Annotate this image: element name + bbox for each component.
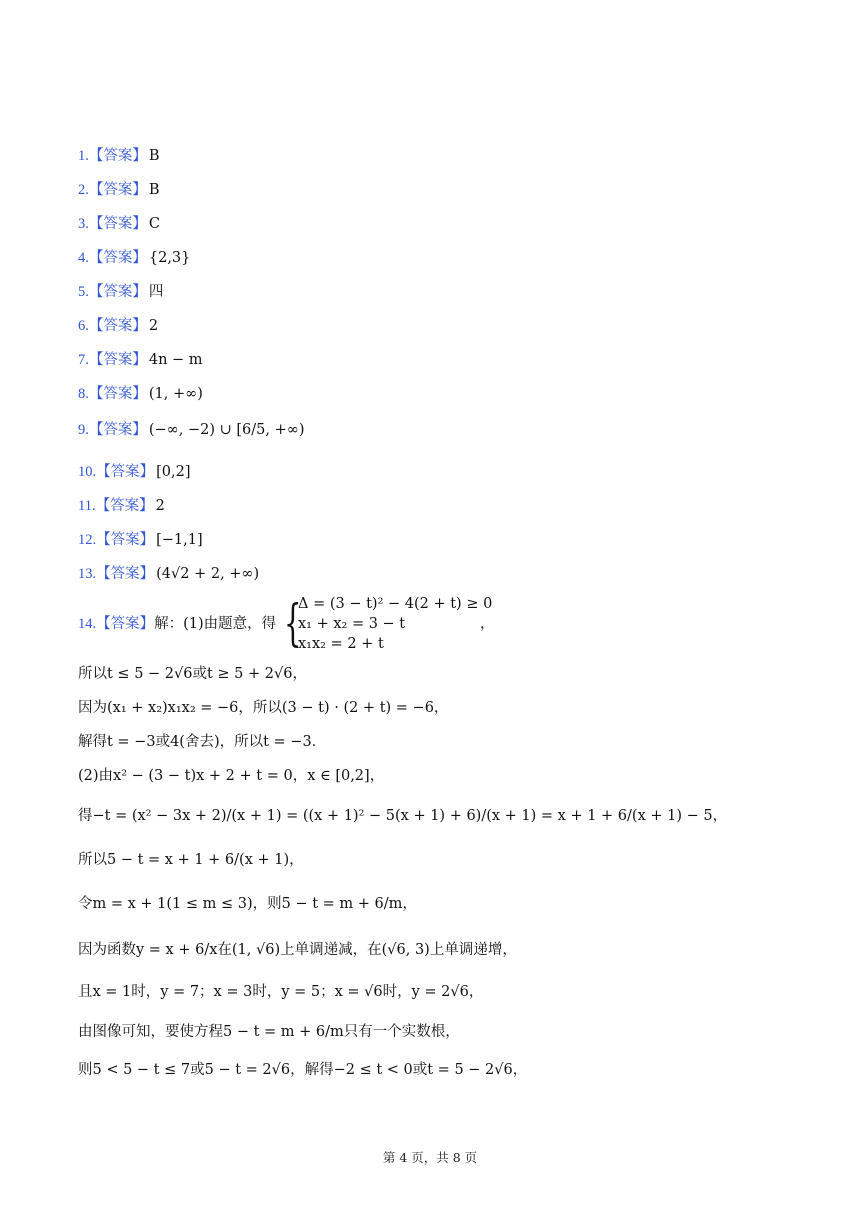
solution-line: 所以5 − t = x + 1 + 6/(x + 1)， <box>78 852 304 868</box>
answer-line <box>78 496 165 516</box>
answer-line <box>78 384 203 404</box>
question-number: 6. <box>78 318 89 334</box>
question-number: 13. <box>78 566 97 582</box>
question-number: 2. <box>78 182 89 198</box>
solution-line: 由图像可知，要使方程5 − t = m + 6/m只有一个实数根， <box>78 1024 460 1040</box>
answer-line <box>78 530 203 550</box>
answer-line <box>78 248 190 268</box>
answer-value: B <box>148 182 160 198</box>
equation-system <box>298 594 492 654</box>
answer-tag: 【答案】 <box>96 616 155 632</box>
answer-value: [0,2] <box>156 464 191 480</box>
question-number: 14. <box>78 616 97 632</box>
answer-value: (4√2 + 2, +∞) <box>156 566 260 582</box>
answer-tag: 【答案】 <box>88 182 147 198</box>
system-line: x₁x₂ = 2 + t <box>298 636 384 652</box>
answer-value: B <box>148 148 160 164</box>
solution-line: 且x = 1时，y = 7；x = 3时，y = 5；x = √6时，y = 2√6， <box>78 984 484 1000</box>
answer-tag: 【答案】 <box>88 284 147 300</box>
question-number: 10. <box>78 464 97 480</box>
answer-line <box>78 214 160 234</box>
answer-tag: 【答案】 <box>96 464 155 480</box>
answer-value: C <box>148 216 160 232</box>
question-14 <box>78 594 798 654</box>
solution-line: 因为函数y = x + 6/x在(1, √6)上单调递减，在(√6, 3)上单调递增， <box>78 942 517 958</box>
system-line: x₁ + x₂ = 3 − t <box>298 616 406 632</box>
answer-line <box>78 146 160 166</box>
solution-lead: 解：(1)由题意，得 <box>154 616 277 632</box>
answer-line <box>78 180 160 200</box>
answer-value: [−1,1] <box>156 532 203 548</box>
answer-tag: 【答案】 <box>88 422 147 438</box>
solution-line: 解得t = −3或4(舍去)，所以t = −3． <box>78 734 327 750</box>
question-number: 7. <box>78 352 89 368</box>
solution-line: 因为(x₁ + x₂)x₁x₂ = −6，所以(3 − t) · (2 + t) = −6， <box>78 700 449 716</box>
answer-tag: 【答案】 <box>88 352 147 368</box>
system-trail: ， <box>480 616 495 632</box>
question-number: 3. <box>78 216 89 232</box>
answer-line <box>78 420 304 440</box>
solution-line: (2)由x² − (3 − t)x + 2 + t = 0，x ∈ [0,2]， <box>78 768 385 784</box>
answer-line <box>78 316 158 336</box>
answer-value: {2,3} <box>148 250 191 266</box>
answer-tag: 【答案】 <box>88 148 147 164</box>
solution-line: 令m = x + 1(1 ≤ m ≤ 3)，则5 − t = m + 6/m， <box>78 896 417 912</box>
question-number: 1. <box>78 148 89 164</box>
answer-value: 4n − m <box>148 352 203 368</box>
question-number: 5. <box>78 284 89 300</box>
answer-tag: 【答案】 <box>95 498 154 514</box>
answer-tag: 【答案】 <box>88 250 147 266</box>
question-number: 12. <box>78 532 97 548</box>
left-brace-icon: { <box>284 594 302 652</box>
answer-tag: 【答案】 <box>96 532 155 548</box>
solution-line: 所以t ≤ 5 − 2√6或t ≥ 5 + 2√6， <box>78 666 307 682</box>
question-number: 11. <box>78 498 96 514</box>
answer-line <box>78 564 259 584</box>
answer-line <box>78 462 191 482</box>
answer-value: 2 <box>155 498 165 514</box>
solution-line: 则5 < 5 − t ≤ 7或5 − t = 2√6，解得−2 ≤ t < 0或t = 5 − 2√6， <box>78 1062 528 1078</box>
answer-tag: 【答案】 <box>88 386 147 402</box>
question-number: 8. <box>78 386 89 402</box>
page-footer: 第 4 页，共 8 页 <box>382 1150 478 1165</box>
answer-tag: 【答案】 <box>96 566 155 582</box>
answer-tag: 【答案】 <box>88 216 147 232</box>
answer-line <box>78 282 163 302</box>
answer-value: (1, +∞) <box>148 386 203 402</box>
answer-value: (−∞, −2) ∪ [6/5, +∞) <box>148 422 305 438</box>
system-line: Δ = (3 − t)² − 4(2 + t) ≥ 0 <box>298 596 493 612</box>
answer-tag: 【答案】 <box>88 318 147 334</box>
answer-line <box>78 350 203 370</box>
question-number: 9. <box>78 422 89 438</box>
answer-value: 四 <box>148 284 164 300</box>
question-number: 4. <box>78 250 89 266</box>
solution-line: 得−t = (x² − 3x + 2)/(x + 1) = ((x + 1)² − 5(x + 1) + 6)/(x + 1) = x + 1 + 6/(x + 1) − 5， <box>78 808 728 824</box>
answer-value: 2 <box>148 318 159 334</box>
